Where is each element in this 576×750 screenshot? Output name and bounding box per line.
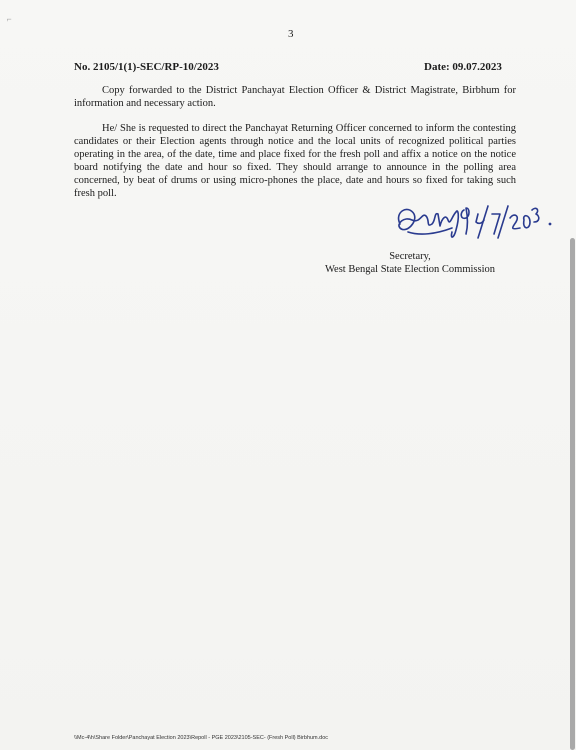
paragraph-copy-forwarded: Copy forwarded to the District Panchayat Election Officer & District Magistrate, Birbhum for information and necessary action. [74, 85, 516, 109]
signatory-organization: West Bengal State Election Commission [324, 264, 496, 275]
signatory-title: Secretary, [389, 251, 431, 262]
reference-number: No. 2105/1(1)-SEC/RP-10/2023 [74, 61, 219, 73]
page-number: 3 [288, 28, 294, 40]
signatory-block [320, 250, 500, 276]
paragraph-instructions: He/ She is requested to direct the Panchayat Returning Officer concerned to inform the contesting candidates or their Election agents through notice and the local units of recognized political parties operating in the area, of the date, time and place fixed for the fresh poll and affix a notice on the notice board notifying the date and hour so fixed. They should arrange to announce in the polling area concerned, by beat of drums or using micro-phones the place, date and hours so fixed for taking such fresh poll. [74, 123, 516, 199]
document-date: Date: 09.07.2023 [424, 61, 502, 73]
scrollbar-thumb[interactable] [570, 238, 575, 750]
handwritten-signature [390, 194, 560, 250]
file-path-footer: \\Mc-4\h\Share Folder\Panchayat Election 2023\Repoll - PGE 2023\2105-SEC- (Fresh Poll) Birbhum.doc [74, 735, 329, 741]
scan-mark: ⌐ [6, 14, 13, 24]
vertical-scrollbar[interactable] [568, 0, 576, 750]
